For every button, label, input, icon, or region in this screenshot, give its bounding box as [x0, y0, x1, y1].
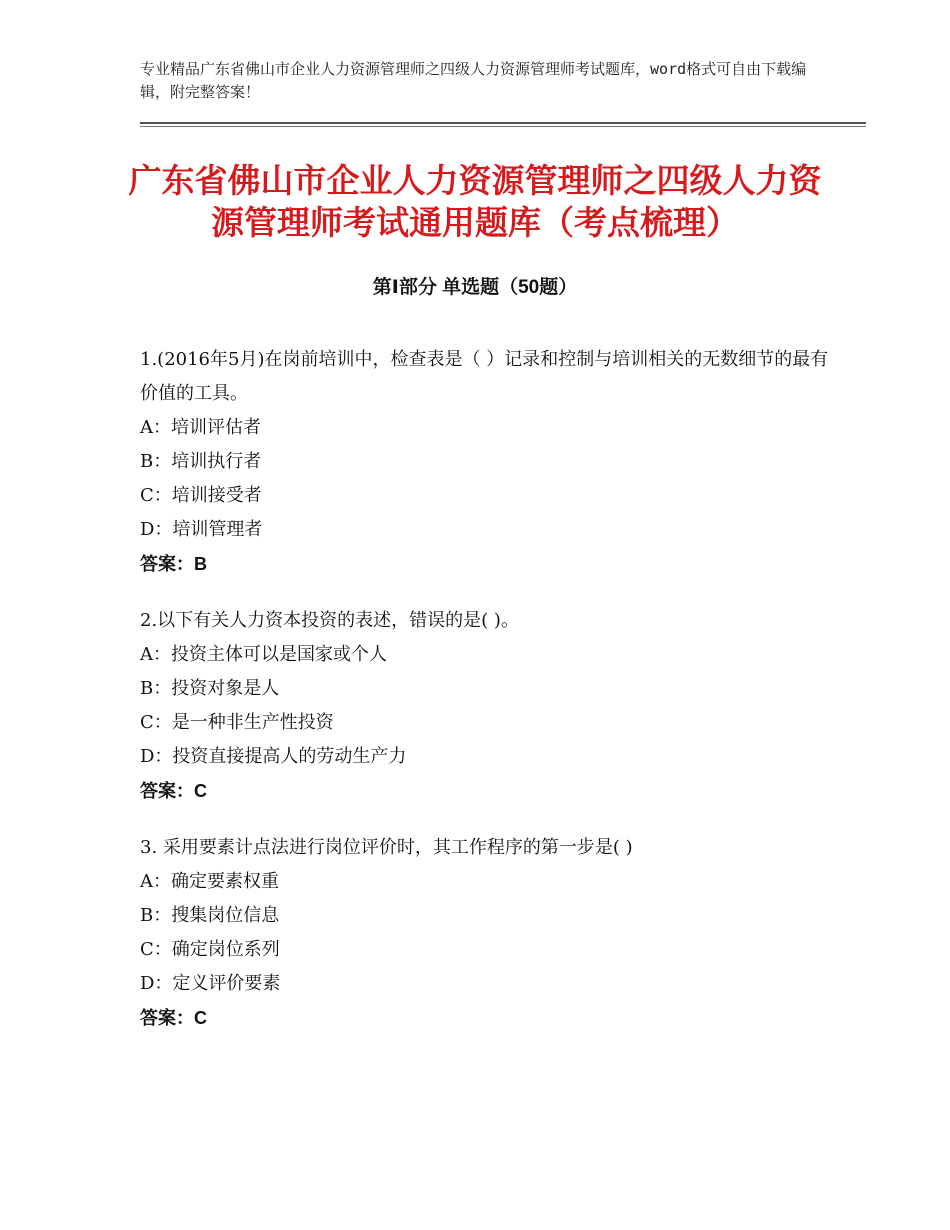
header-rule-thin: [140, 126, 866, 127]
question-list: [140, 343, 830, 1058]
document-title: 广东省佛山市企业人力资源管理师之四级人力资源管理师考试通用题库（考点梳理）: [128, 162, 822, 241]
header-note: 专业精品广东省佛山市企业人力资源管理师之四级人力资源管理师考试题库，word格式可自由下载编辑，附完整答案！: [140, 60, 807, 101]
answer-value: C: [194, 781, 207, 801]
question-stem: 3. 采用要素计点法进行岗位评价时，其工作程序的第一步是( ): [140, 837, 633, 858]
answer-value: B: [194, 554, 207, 574]
option-d: D：投资直接提高人的劳动生产力: [140, 746, 407, 767]
answer-line: [140, 1001, 830, 1035]
answer-line: [140, 774, 830, 808]
section-title: 第Ⅰ部分 单选题（50题）: [372, 277, 578, 298]
option-a: A：确定要素权重: [140, 871, 279, 892]
option-d: D：培训管理者: [140, 519, 263, 540]
question-stem: 1.(2016年5月)在岗前培训中，检查表是（ ）记录和控制与培训相关的无数细节的最有价值的工具。: [140, 349, 829, 404]
question-2: [140, 604, 830, 808]
option-c: C：确定岗位系列: [140, 939, 280, 960]
option-a: A：培训评估者: [140, 417, 261, 438]
question-1: [140, 343, 830, 581]
question-stem: 2.以下有关人力资本投资的表述，错误的是( )。: [140, 610, 519, 631]
option-b: B：搜集岗位信息: [140, 905, 280, 926]
answer-label: 答案：: [140, 781, 194, 801]
header-rule-thick: [140, 122, 866, 124]
option-a: A：投资主体可以是国家或个人: [140, 644, 387, 665]
option-c: C：是一种非生产性投资: [140, 712, 334, 733]
option-b: B：投资对象是人: [140, 678, 280, 699]
answer-value: C: [194, 1008, 207, 1028]
option-c: C：培训接受者: [140, 485, 262, 506]
answer-label: 答案：: [140, 554, 194, 574]
question-3: [140, 831, 830, 1035]
option-b: B：培训执行者: [140, 451, 262, 472]
option-d: D：定义评价要素: [140, 973, 281, 994]
answer-line: [140, 547, 830, 581]
answer-label: 答案：: [140, 1008, 194, 1028]
